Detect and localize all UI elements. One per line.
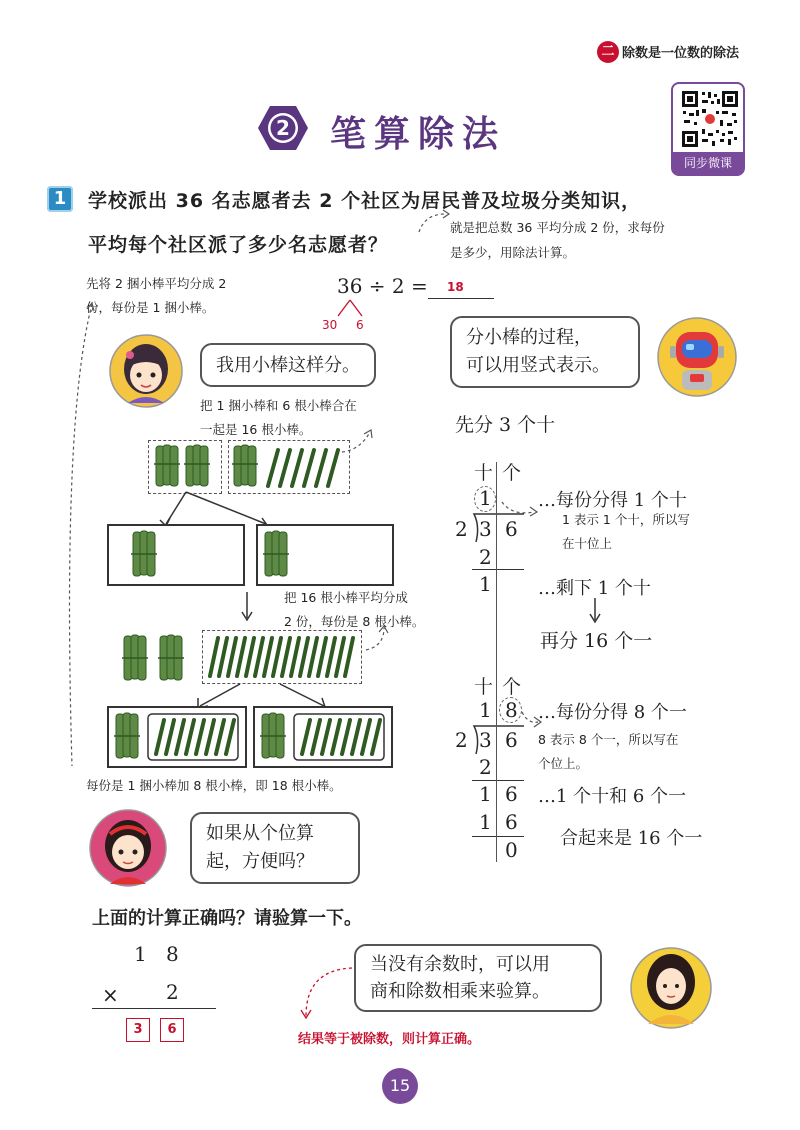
q-tens-1: 1 <box>479 486 492 510</box>
note-q2: …每份分得 8 个一 <box>538 702 687 723</box>
stick-bundles-top-icon <box>150 442 348 494</box>
step2-title: 再分 16 个一 <box>540 630 653 652</box>
verify-line2: 商和除数相乘来验算。 <box>370 981 550 1002</box>
sixteen-sticks-icon <box>204 632 360 682</box>
red-dashed-arrow-icon <box>296 960 356 1024</box>
girl-speech-text: 我用小棒这样分。 <box>216 355 360 376</box>
mental-answer: 18 <box>447 280 464 294</box>
note-q2-arrow-icon <box>520 708 546 730</box>
girl-avatar <box>108 333 184 409</box>
hint-line1: 就是把总数 36 平均分成 2 份，求每份 <box>450 220 665 235</box>
question-line1: 如果从个位算 <box>206 823 314 844</box>
verify-bubble <box>354 944 602 1012</box>
split-right: 6 <box>356 318 364 332</box>
note1-line1: 先将 2 捆小棒平均分成 2 <box>86 276 227 291</box>
question-line2: 起，方便吗？ <box>206 851 314 872</box>
stick-summary: 每份是 1 捆小棒加 8 根小棒，即 18 根小棒。 <box>86 778 342 793</box>
q-ones-2: 8 <box>505 698 518 722</box>
robot-line2: 可以用竖式表示。 <box>466 355 610 376</box>
note3-line2: 2 份，每份是 8 根小棒。 <box>284 614 425 629</box>
sub1-2-line <box>472 780 524 781</box>
note2-line1: 把 1 捆小棒和 6 根小棒合在 <box>200 398 357 413</box>
sub1-2: 2 <box>479 755 492 779</box>
share-left-2-icon <box>110 708 244 766</box>
red-note: 结果等于被除数，则计算正确。 <box>298 1032 481 1047</box>
note3-arrow-icon <box>362 624 392 654</box>
note-q1-small-line2: 在十位上 <box>562 536 613 551</box>
check-top-tens: 1 <box>134 942 147 966</box>
split-lines-icon <box>332 298 372 320</box>
qr-code-card[interactable] <box>671 82 745 176</box>
divisor-1: 2 <box>455 517 468 541</box>
rem1: 1 <box>479 572 492 596</box>
check-multiplier: 2 <box>166 980 179 1004</box>
sub2-ones: 6 <box>505 810 518 834</box>
note2-line2: 一起是 16 根小棒。 <box>200 422 312 437</box>
bundles-middle-icon <box>118 632 198 686</box>
woman-avatar <box>628 940 714 1036</box>
question-bubble <box>190 812 360 884</box>
problem-number: 1 <box>47 186 73 212</box>
dividend-tens-2: 3 <box>479 728 492 752</box>
sub2-tens: 1 <box>479 810 492 834</box>
check-prompt: 上面的计算正确吗？请验算一下。 <box>92 908 362 929</box>
unit-title: 除数是一位数的除法 <box>622 46 740 61</box>
col-tens-1: 十 <box>474 462 494 484</box>
hint-arrow-icon <box>415 208 455 236</box>
sub2-line <box>472 836 524 837</box>
step1-title: 先分 3 个十 <box>455 414 556 436</box>
col-ones-2: 个 <box>502 676 522 698</box>
lesson-number-badge <box>257 104 309 152</box>
bundle-left-1-icon <box>125 528 165 582</box>
note-16: …1 个十和 6 个一 <box>538 786 687 807</box>
robot-line1: 分小棒的过程， <box>466 327 592 348</box>
hint-line2: 是多少，用除法计算。 <box>450 245 576 260</box>
col-ones-1: 个 <box>502 462 522 484</box>
left-dashed-arrow-icon <box>56 300 96 770</box>
unit-badge: 二 <box>597 41 619 63</box>
dividend-tens-1: 3 <box>479 517 492 541</box>
note-q2-small-line2: 个位上。 <box>538 756 589 771</box>
girl-avatar-2 <box>88 808 168 888</box>
note-q1: …每份分得 1 个十 <box>538 490 687 511</box>
verify-line1: 当没有余数时，可以用 <box>370 954 550 975</box>
robot-speech-bubble <box>450 316 640 388</box>
check-top-ones: 8 <box>166 942 179 966</box>
bring-ones: 6 <box>505 782 518 806</box>
qr-code-icon <box>680 89 740 149</box>
bring-tens: 1 <box>479 782 492 806</box>
dividend-ones-1: 6 <box>505 517 518 541</box>
share-right-2-icon <box>256 708 390 766</box>
col-tens-2: 十 <box>474 676 494 698</box>
answer-line <box>428 298 494 299</box>
check-line <box>92 1008 216 1009</box>
qr-label: 同步微课 <box>673 152 743 174</box>
note-q2-small-line1: 8 表示 8 个一，所以写在 <box>538 732 679 747</box>
page-number: 15 <box>382 1068 418 1104</box>
sub1: 2 <box>479 545 492 569</box>
split-left: 30 <box>322 318 338 332</box>
mental-equation: 36 ÷ 2 = <box>337 274 428 298</box>
note3-line1: 把 16 根小棒平均分成 <box>284 590 408 605</box>
problem-text-line2: 平均每个社区派了多少名志愿者？ <box>88 234 389 256</box>
check-answer-ones[interactable]: 6 <box>160 1018 184 1042</box>
note1-line2: 份，每份是 1 捆小棒。 <box>86 300 215 315</box>
check-times: × <box>102 983 119 1007</box>
girl-speech-bubble <box>200 343 376 387</box>
bundle-right-1-icon <box>257 528 297 582</box>
down-arrow-2-icon <box>588 598 602 624</box>
check-answer-tens[interactable]: 3 <box>126 1018 150 1042</box>
divisor-2: 2 <box>455 728 468 752</box>
column-divider <box>496 462 497 862</box>
note-rem1: …剩下 1 个十 <box>538 578 651 599</box>
note-q1-arrow-icon <box>500 496 542 518</box>
final-rem: 0 <box>505 838 518 862</box>
down-arrow-icon <box>240 592 254 622</box>
note-combined: 合起来是 16 个一 <box>560 828 703 849</box>
problem-text-line1: 学校派出 36 名志愿者去 2 个社区为居民普及垃圾分类知识， <box>88 190 642 212</box>
robot-avatar <box>656 316 738 398</box>
sub1-line <box>472 569 524 570</box>
lesson-number: 2 <box>276 116 290 140</box>
dividend-ones-2: 6 <box>505 728 518 752</box>
note-q1-small-line1: 1 表示 1 个十，所以写 <box>562 512 690 527</box>
lesson-title: 笔算除法 <box>330 114 507 155</box>
q-tens-2: 1 <box>479 698 492 722</box>
